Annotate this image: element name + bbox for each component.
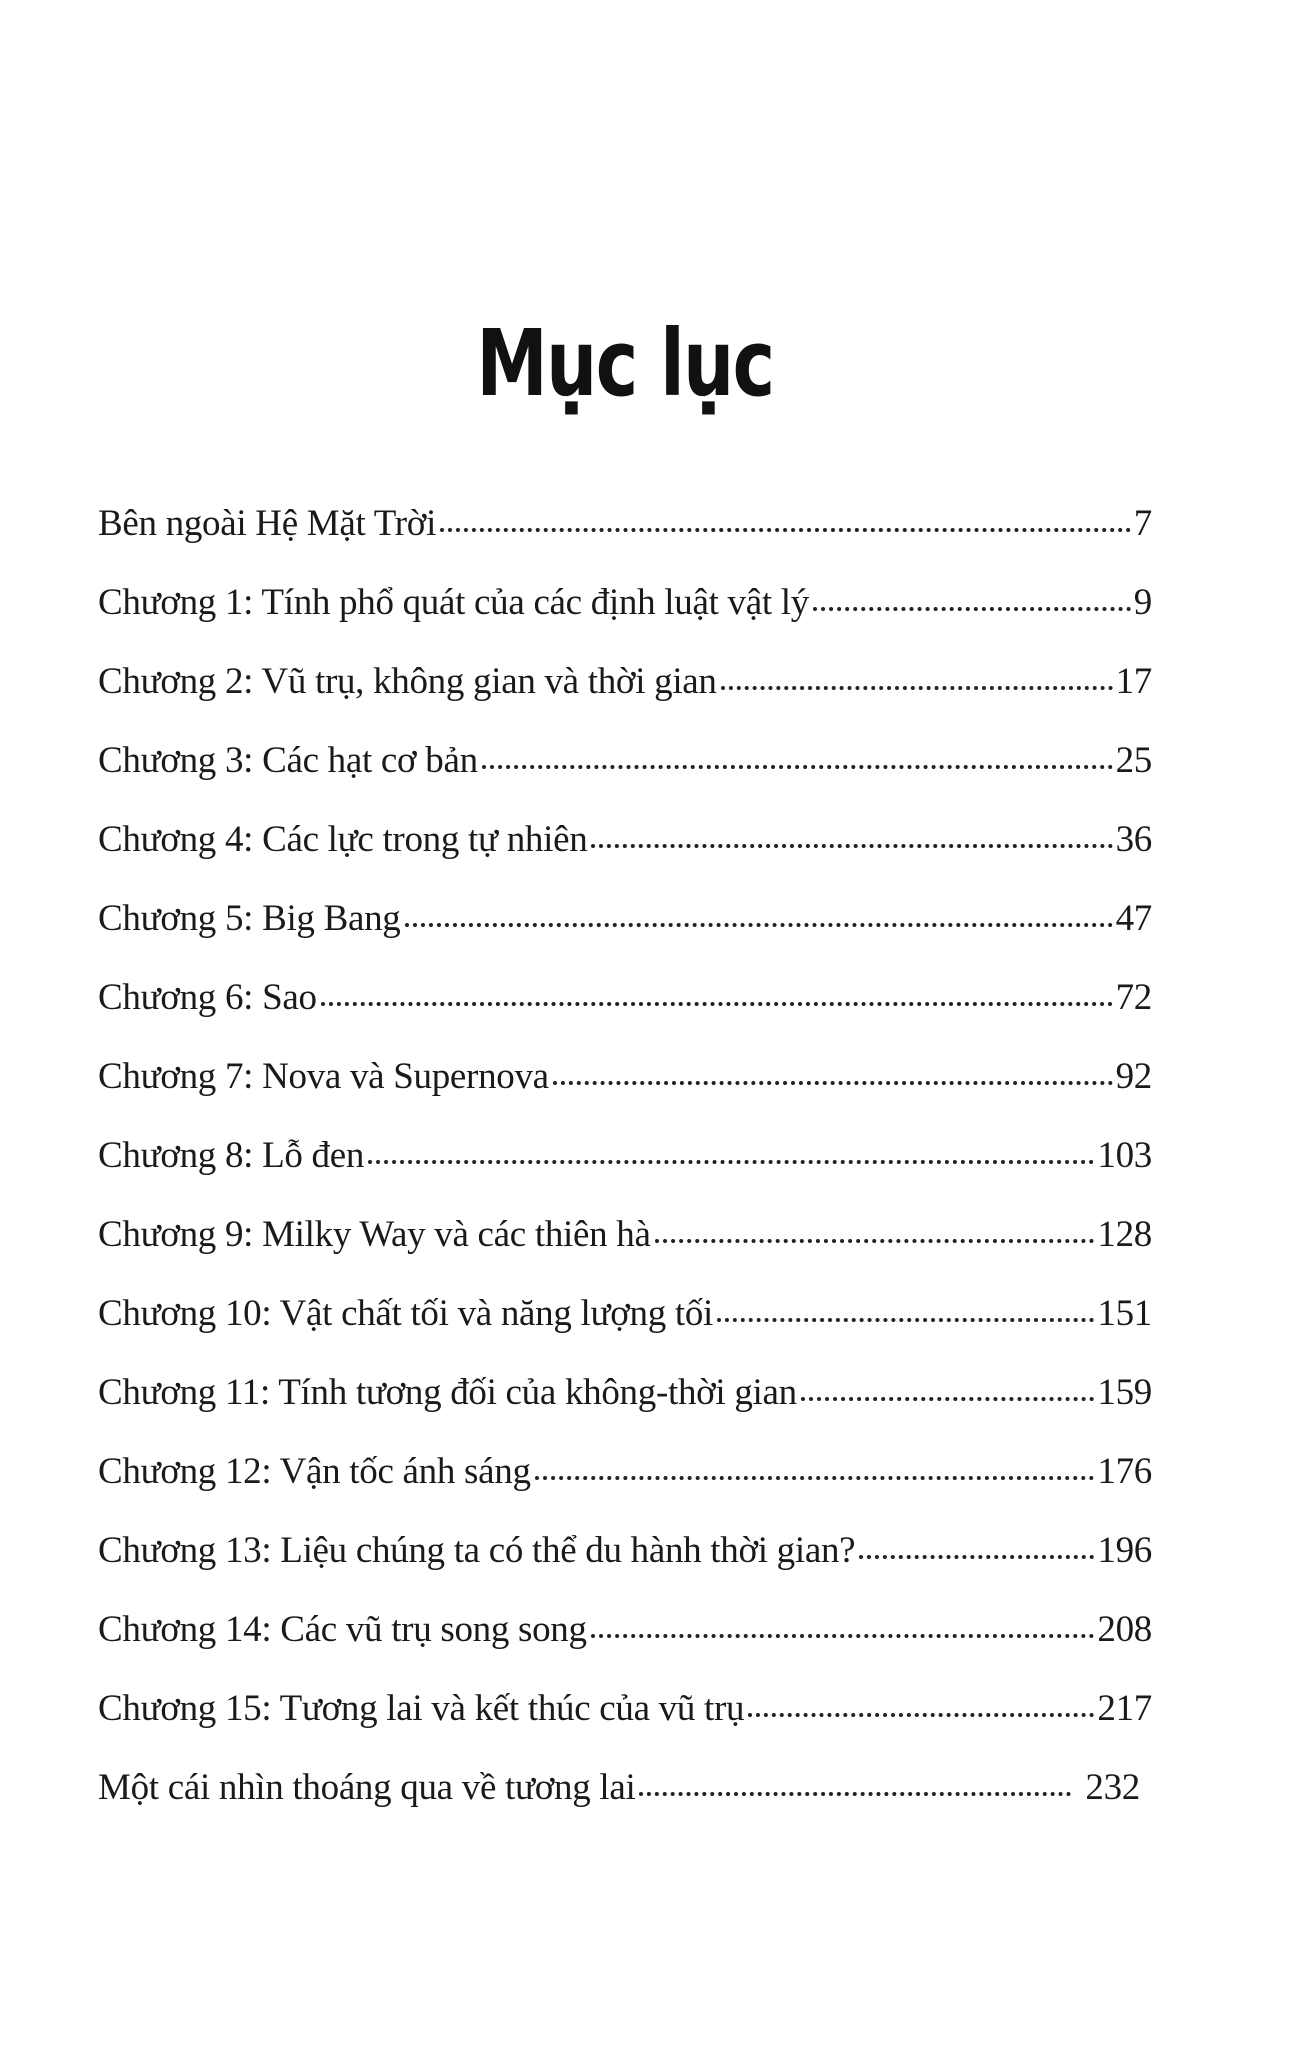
toc-entry: [98, 584, 1152, 663]
toc-entry-page: 7: [1133, 503, 1152, 544]
toc-entry-label: Chương 7: Nova và Supernova: [98, 1056, 549, 1097]
toc-entry-label: Chương 6: Sao: [98, 977, 317, 1018]
toc-entry: [98, 1453, 1152, 1532]
toc-entry-label: Chương 15: Tương lai và kết thúc của vũ trụ: [98, 1688, 745, 1729]
toc-entry-page: 208: [1097, 1609, 1152, 1650]
toc-entry-label: Chương 13: Liệu chúng ta có thể du hành thời gian?: [98, 1530, 856, 1571]
toc-entry-page: 176: [1097, 1451, 1152, 1492]
toc-entry: [98, 1532, 1152, 1611]
dot-leader: [482, 765, 1113, 769]
toc-entry: [98, 1137, 1152, 1216]
dot-leader: [535, 1476, 1095, 1480]
toc-entry-page: 17: [1115, 661, 1152, 702]
toc-entry: [98, 1690, 1152, 1769]
dot-leader: [440, 528, 1131, 532]
toc-entry-page: 47: [1115, 898, 1152, 939]
toc-entry-page: 25: [1115, 740, 1152, 781]
dot-leader: [368, 1160, 1094, 1164]
table-of-contents: [98, 505, 1152, 1848]
toc-entry: [98, 979, 1152, 1058]
dot-leader: [801, 1397, 1095, 1401]
toc-entry-label: Chương 11: Tính tương đối của không-thời gian: [98, 1372, 797, 1413]
toc-entry-label: Chương 2: Vũ trụ, không gian và thời gian: [98, 661, 717, 702]
toc-entry: [98, 505, 1152, 584]
dot-leader: [813, 607, 1131, 611]
dot-leader: [405, 923, 1113, 927]
toc-entry-label: Chương 4: Các lực trong tự nhiên: [98, 819, 588, 860]
toc-entry-page: 9: [1133, 582, 1152, 623]
toc-entry-label: Chương 8: Lỗ đen: [98, 1135, 365, 1176]
dot-leader: [321, 1002, 1113, 1006]
toc-entry: [98, 1769, 1140, 1848]
dot-leader: [591, 844, 1112, 848]
dot-leader: [721, 686, 1113, 690]
toc-entry: [98, 900, 1152, 979]
toc-entry-label: Chương 10: Vật chất tối và năng lượng tối: [98, 1293, 714, 1334]
toc-entry-label: Bên ngoài Hệ Mặt Trời: [98, 503, 437, 544]
page-title: Mục lục: [476, 310, 774, 417]
dot-leader: [717, 1318, 1094, 1322]
toc-entry-page: 72: [1115, 977, 1152, 1018]
toc-entry: [98, 1216, 1152, 1295]
toc-entry-label: Chương 5: Big Bang: [98, 898, 401, 939]
toc-entry-label: Một cái nhìn thoáng qua về tương lai: [98, 1767, 636, 1808]
toc-entry-page: 128: [1097, 1214, 1152, 1255]
toc-entry-page: 159: [1097, 1372, 1152, 1413]
toc-entry-label: Chương 12: Vận tốc ánh sáng: [98, 1451, 531, 1492]
dot-leader: [748, 1713, 1094, 1717]
dot-leader: [639, 1792, 1071, 1796]
toc-entry-page: 36: [1115, 819, 1152, 860]
dot-leader: [591, 1634, 1095, 1638]
toc-entry-label: Chương 9: Milky Way và các thiên hà: [98, 1214, 651, 1255]
toc-entry: [98, 821, 1152, 900]
toc-entry-label: Chương 3: Các hạt cơ bản: [98, 740, 478, 781]
toc-entry-page: 232: [1085, 1767, 1140, 1808]
toc-entry: [98, 742, 1152, 821]
toc-entry: [98, 1374, 1152, 1453]
toc-entry-page: 103: [1097, 1135, 1152, 1176]
toc-entry-label: Chương 1: Tính phổ quát của các định luật vật lý: [98, 582, 809, 623]
toc-entry-label: Chương 14: Các vũ trụ song song: [98, 1609, 587, 1650]
toc-entry: [98, 663, 1152, 742]
dot-leader: [655, 1239, 1095, 1243]
toc-entry: [98, 1058, 1152, 1137]
toc-entry-page: 196: [1097, 1530, 1152, 1571]
toc-entry-page: 92: [1115, 1056, 1152, 1097]
toc-entry: [98, 1611, 1152, 1690]
toc-entry-page: 151: [1097, 1293, 1152, 1334]
toc-entry: [98, 1295, 1152, 1374]
dot-leader: [859, 1555, 1094, 1559]
toc-entry-page: 217: [1097, 1688, 1152, 1729]
dot-leader: [553, 1081, 1113, 1085]
